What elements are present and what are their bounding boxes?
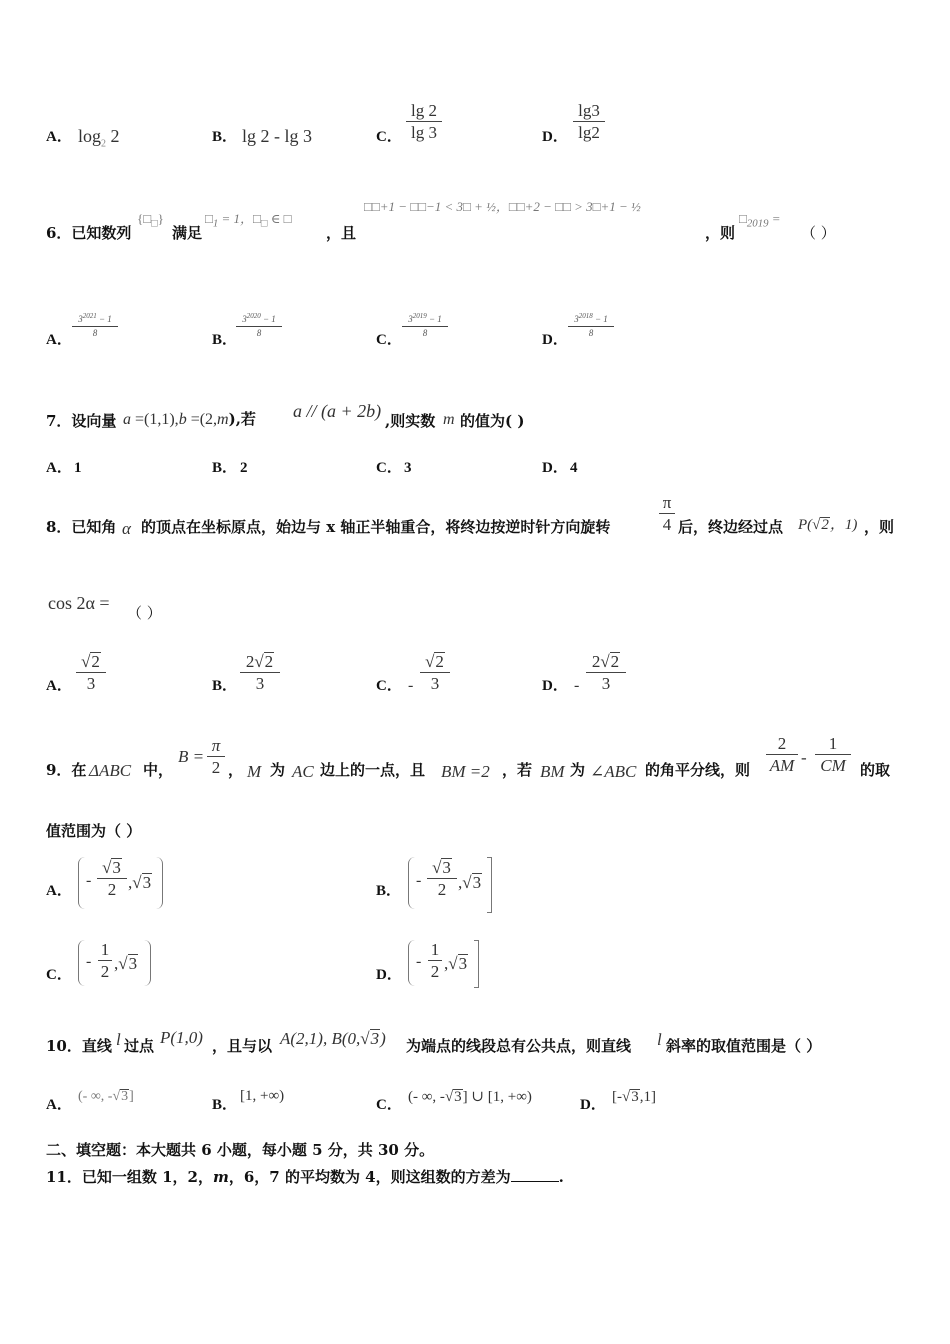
q10-option-a-label: A． [46, 1097, 72, 1113]
q7-option-a-value: 1 [74, 460, 82, 476]
q9-point-m: M [247, 762, 262, 781]
q9-c-open-paren [78, 940, 85, 986]
q9-stem-mid: 边上的一点，且 [320, 761, 426, 779]
q7-option-d-value: 4 [570, 460, 578, 476]
q10-option-c-label: C． [376, 1097, 402, 1113]
q9-d-sign: - [416, 953, 422, 970]
q9-minus: - [801, 748, 807, 767]
q9-angle-fraction: π 2 [207, 737, 225, 776]
q7-option-a-label: A． [46, 460, 72, 476]
q8-expression: cos 2α = [48, 593, 110, 613]
q7-option-d-label: D． [542, 460, 568, 476]
q6-answer-bracket: （ ） [801, 224, 836, 242]
q9-stem-tail: 的取 [860, 761, 891, 779]
q6-and: ，且 [326, 224, 357, 242]
q5-d-numerator: lg3 [578, 101, 600, 120]
q10-option-d-expr: [-√3,1] [612, 1089, 656, 1105]
q5-option-a-expr: $\log_2 2$ [78, 126, 120, 150]
q6-option-c-label: C． [376, 332, 402, 348]
q9-fraction-1-cm: 1 CM [815, 735, 851, 774]
q9-option-c-label: C． [46, 967, 72, 983]
q9-b-open-paren [408, 857, 415, 909]
q8-option-c-fraction: √2 3 [420, 652, 450, 692]
q9-segment-ac: AC [292, 762, 314, 781]
q9-a-close-paren [156, 857, 163, 909]
q9-c-sign: - [86, 953, 92, 970]
q10-option-b-expr: [1, +∞) [240, 1088, 285, 1104]
q10-point-p: P(1,0) [160, 1028, 203, 1047]
q7-option-b-label: B． [212, 460, 238, 476]
q10-option-a-expr: (- ∞, -√3] [78, 1089, 134, 1104]
q9-b-sign: - [416, 872, 422, 889]
q8-option-d-sign: - [574, 677, 580, 694]
q9-option-b-label: B． [376, 883, 402, 899]
q7-option-c-label: C． [376, 460, 402, 476]
q8-answer-bracket: （ ） [127, 604, 162, 622]
q8-alpha: α [122, 519, 131, 538]
q5-option-a-label: A． [46, 129, 72, 145]
q9-d-open-paren [408, 940, 415, 986]
q7-vectors: a =(1,1),b =(2,m),若 [123, 410, 256, 428]
q10-option-b-label: B． [212, 1097, 238, 1113]
q9-d-close-bracket [474, 940, 479, 988]
q10-and-with: ，且与以 [212, 1037, 273, 1055]
q7-parallel-condition: a // (a + 2b) [293, 401, 382, 421]
q9-bm-equals: BM =2 [441, 762, 490, 781]
q9-stem-range: 值范围为（ ） [46, 822, 142, 840]
q8-point: P(√2，1) [798, 517, 858, 533]
q6-option-a-label: A． [46, 332, 72, 348]
q10-through: 过点 [124, 1037, 155, 1055]
q9-stem-start: 9．在 [46, 761, 87, 779]
q9-b-fraction: √3 2 [427, 858, 457, 898]
q9-comma: ， [228, 761, 244, 779]
q6-satisfy: 满足 [172, 224, 203, 242]
q9-stem-in: 中， [143, 761, 174, 779]
q10-line-l-2: l [657, 1030, 662, 1049]
q7-stem-end: 的值为( ) [460, 412, 525, 430]
q9-triangle: ΔABC [89, 761, 132, 780]
q5-option-d-fraction [573, 102, 605, 141]
q9-option-d-label: D． [376, 967, 402, 983]
q9-d-fraction: 1 2 [428, 941, 442, 980]
q8-option-d-label: D． [542, 678, 568, 694]
q9-b-close-bracket [487, 857, 492, 913]
q6-stem-start: 6．已知数列 [46, 224, 132, 242]
q5-c-numerator: lg 2 [411, 101, 437, 120]
q8-option-a-fraction: √2 3 [76, 652, 106, 692]
q6-condition-1: $□_1 = 1$，$□_□$ ∈ □ [205, 211, 292, 230]
q9-if: ，若 [502, 761, 533, 779]
q10-stem-end: 斜率的取值范围是（ ） [666, 1037, 822, 1055]
q8-stem-mid: 的顶点在坐标原点，始边与 x 轴正半轴重合，将终边按逆时针方向旋转 [141, 518, 611, 536]
q8-option-c-label: C． [376, 678, 402, 694]
q9-angle-b: B = [178, 747, 205, 766]
q9-d-upper: ,√3 [444, 954, 468, 973]
q8-option-b-label: B． [212, 678, 238, 694]
q9-b-upper: ,√3 [458, 873, 482, 892]
q9-c-fraction: 1 2 [98, 941, 112, 980]
q9-fraction-2-am: 2 AM [766, 735, 798, 774]
q5-option-b-label: B． [212, 129, 238, 145]
q8-rotation-fraction: π 4 [659, 494, 675, 533]
q5-option-c-fraction [406, 102, 442, 141]
q9-c-upper: ,√3 [114, 954, 138, 973]
q10-stem-start: 10．直线 [46, 1037, 112, 1055]
q8-stem-start: 8．已知角 [46, 518, 117, 536]
section-2-heading: 二、填空题：本大题共 6 小题，每小题 5 分，共 30 分。 [46, 1141, 435, 1159]
q9-as: 为 [570, 761, 586, 779]
q6-then: ，则 [705, 224, 736, 242]
q7-option-c-value: 3 [404, 460, 412, 476]
q5-option-b-expr: lg 2 - lg 3 [242, 126, 312, 146]
q8-option-a-label: A． [46, 678, 72, 694]
q8-stem-after: 后，终边经过点 [678, 518, 784, 536]
q6-inequalities: □□+1 − □□−1 < 3□ + ½，□□+2 − □□ > 3□+1 − ½ [364, 199, 641, 214]
q8-option-d-fraction: 2√2 3 [586, 652, 626, 692]
q8-then: ，则 [864, 518, 895, 536]
q8-option-b-fraction: 2√2 3 [240, 652, 280, 692]
q5-d-denominator: lg2 [578, 123, 600, 142]
q9-option-a-label: A． [46, 883, 72, 899]
q7-variable-m: m [443, 411, 455, 428]
q9-a-open-paren [78, 857, 85, 909]
q9-c-close-paren [144, 940, 151, 986]
q10-stem-mid: 为端点的线段总有公共点，则直线 [406, 1037, 632, 1055]
q9-bm: BM [540, 762, 565, 781]
q6-option-d-label: D． [542, 332, 568, 348]
q9-a-sign: - [86, 872, 92, 889]
q10-option-c-expr: (- ∞, -√3] ∪ [1, +∞) [408, 1089, 532, 1105]
q6-target: $□_{2019}$ = [739, 211, 781, 230]
q11-stem: 11．已知一组数 1，2，m，6，7 的平均数为 4，则这组数的方差为 . [46, 1168, 564, 1186]
q9-is: 为 [270, 761, 286, 779]
q6-sequence: $\{□_□\}$ [137, 211, 164, 230]
q6-option-b-label: B． [212, 332, 238, 348]
q9-angle-abc: ∠ABC [590, 762, 637, 781]
q5-c-denominator: lg 3 [411, 123, 437, 142]
q9-a-fraction: √3 2 [97, 858, 127, 898]
q9-bisector: 的角平分线，则 [645, 761, 751, 779]
q6-option-a-fraction: $3^{2021} - 1$ 8 [72, 313, 118, 338]
q10-option-d-label: D． [580, 1097, 606, 1113]
q5-option-d-label: D． [542, 129, 568, 145]
q8-option-c-sign: - [408, 677, 414, 694]
q6-option-b-fraction: $3^{2020} - 1$ 8 [236, 313, 282, 338]
q7-stem-mid: ,则实数 [385, 412, 436, 430]
q6-option-c-fraction: $3^{2019} - 1$ 8 [402, 313, 448, 338]
q10-endpoints: A(2,1), B(0,√3) [280, 1029, 386, 1048]
q9-a-upper: ,√3 [128, 873, 152, 892]
q7-stem-start: 7．设向量 [46, 412, 117, 430]
q6-option-d-fraction: $3^{2018} - 1$ 8 [568, 313, 614, 338]
q5-option-c-label: C． [376, 129, 402, 145]
q7-option-b-value: 2 [240, 460, 248, 476]
q10-line-l: l [116, 1030, 121, 1049]
q11-answer-blank[interactable] [511, 1169, 559, 1182]
